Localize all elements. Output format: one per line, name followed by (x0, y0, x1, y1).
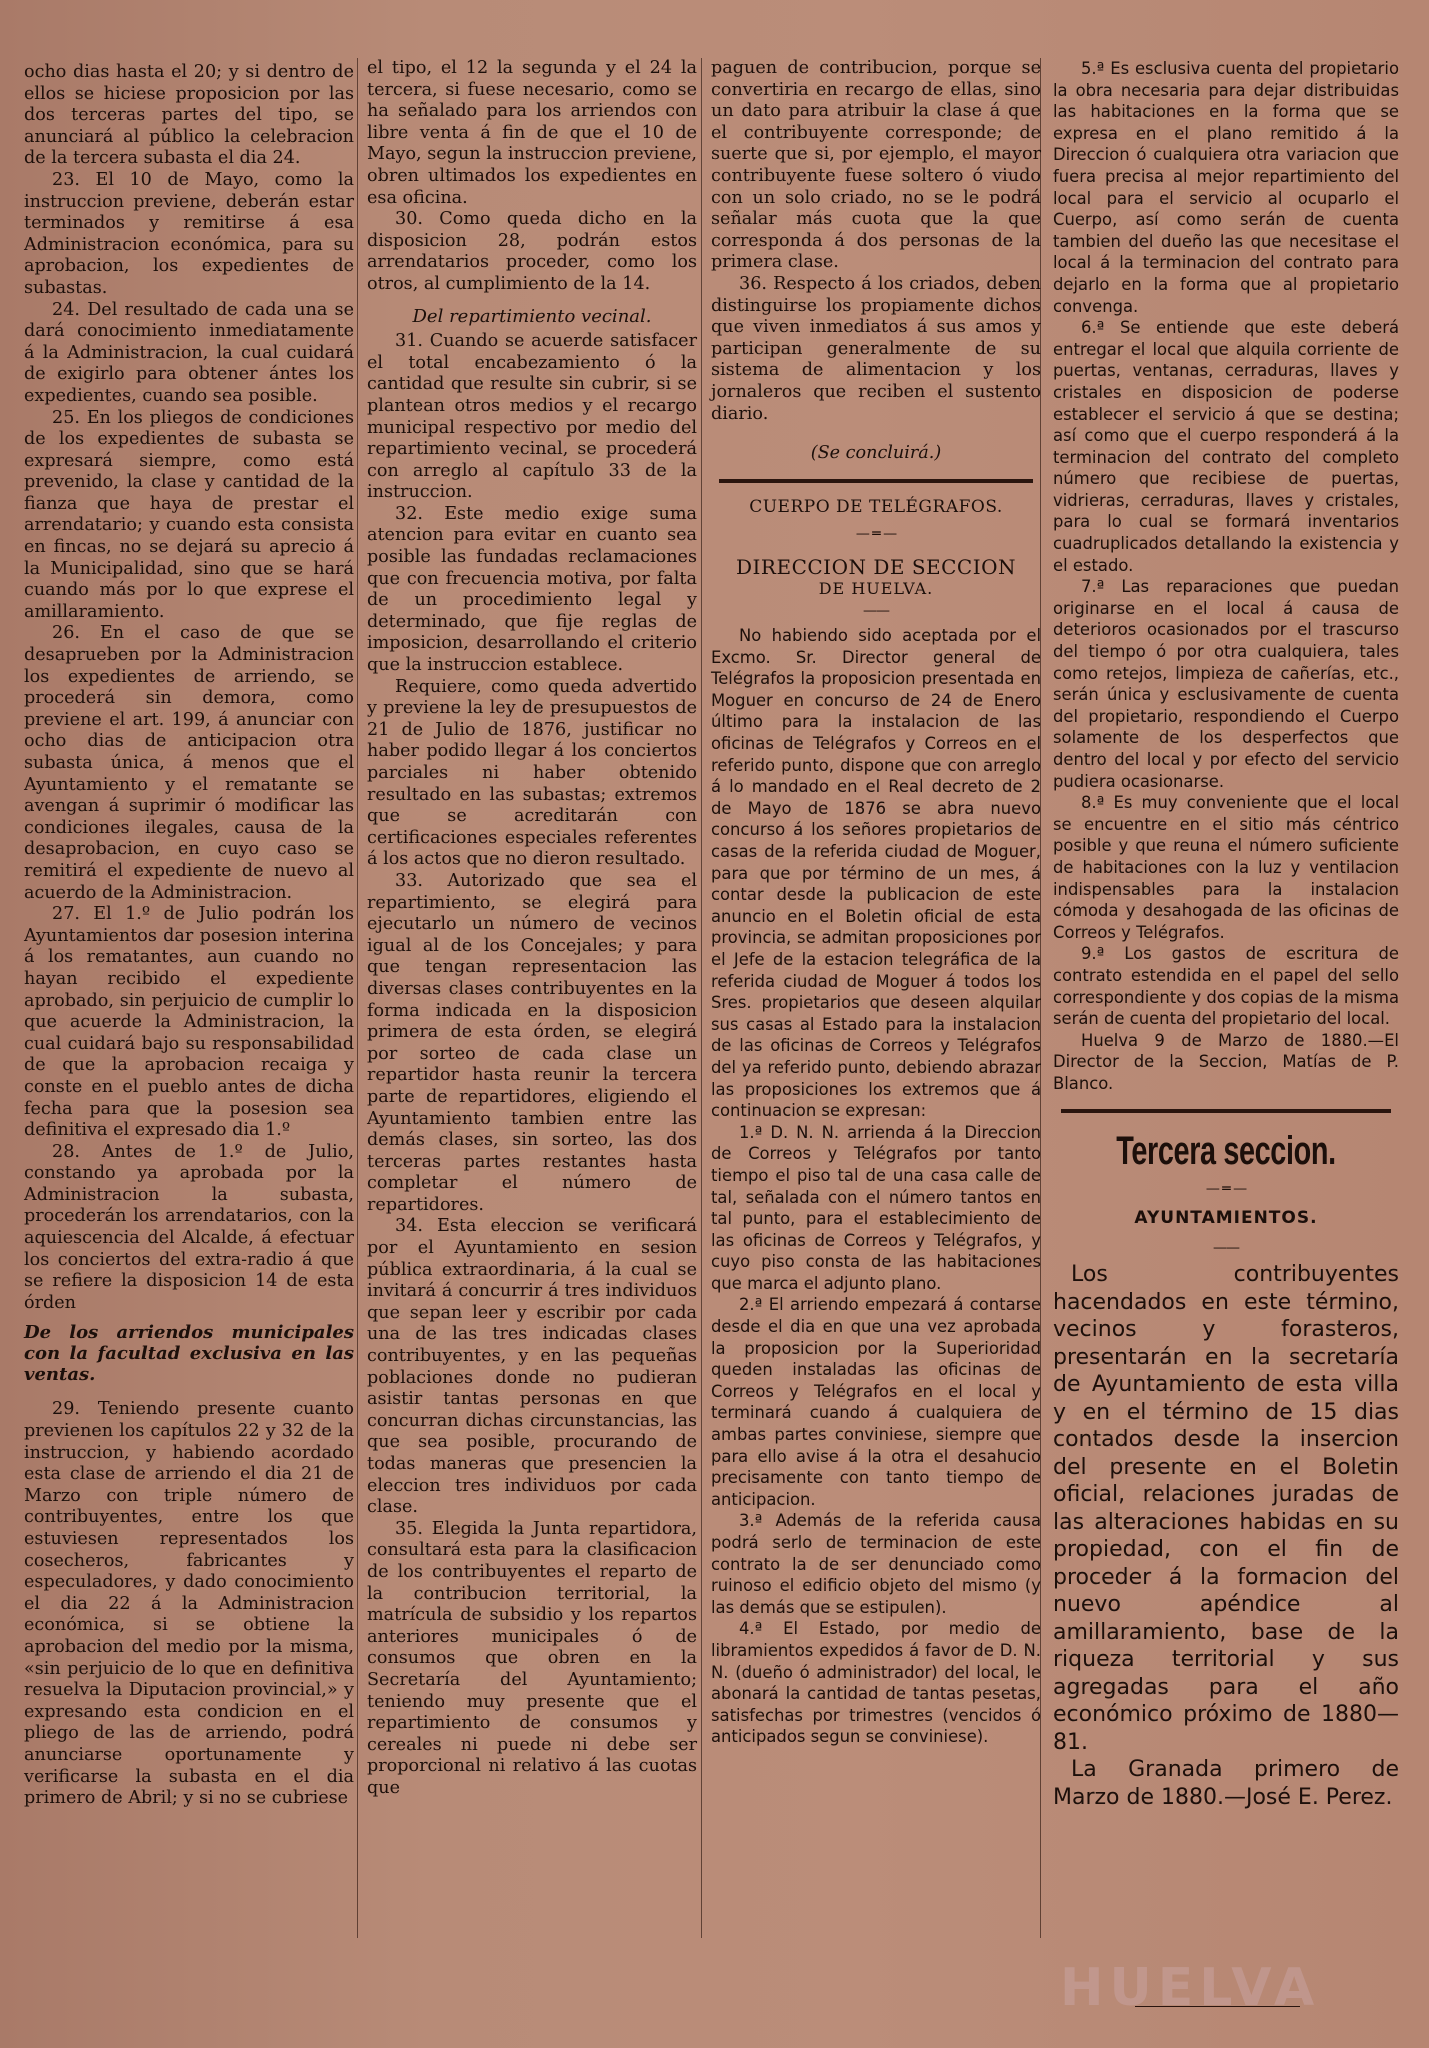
condition-item: 2.ª El arriendo empezará á contarse desde el dia en que una vez aprobada la proposicion por la Superioridad queden instaladas las oficinas de Correos y Telégrafos en el local y terminará cuando á cualquiera de ambas partes conviniese, siempre que para ello avise á la otra el desahucio precisamente con tanto tiempo de anticipacion. (711, 1295, 1041, 1509)
paragraph: 27. El 1.º de Julio podrán los Ayuntamientos dar posesion interina á los rematantes, aun cuando no hayan recibido el expediente aprobado, sin perjuicio de cumplir lo que acuerde la Administracion, la cual cuidará bajo su responsabilidad de que la aprobacion recaiga y conste en el pueblo antes de dicha fecha para que la posesion sea definitiva el expresado dia 1.º (24, 904, 354, 1141)
ornament-divider: —— (1213, 1239, 1239, 1256)
column-3 (711, 58, 1041, 1748)
office-subheading: DE HUELVA. (818, 578, 934, 598)
paragraph: 36. Respecto á los criados, deben distinguirse los propiamente dichos que viven inmediatos á sus amos y participan generalmente de su sistema de alimentacion y los jornaleros que reciben el sustento diario. (711, 273, 1041, 424)
section-divider (719, 479, 1033, 483)
ornament-divider: — ═ — (855, 526, 897, 543)
signature-line: Huelva 9 de Marzo de 1880.—El Director de la Seccion, Matías de P. Blanco. (1053, 1030, 1399, 1093)
paragraph: 25. En los pliegos de condiciones de los expedientes de subasta se expresará siempre, como está prevenido, la clase y cantidad de la fianza que haya de prestar el arrendatario; y cuando esta consista en fincas, no se dejará su aprecio á la Municipalidad, sino que se hará cuando más por lo que exprese el amillaramiento. (24, 407, 354, 622)
condition-item: 5.ª Es esclusiva cuenta del propietario la obra necesaria para dejar distribuidas las habitaciones en la forma que se expresa en el plano remitido á la Direccion ó cualquiera otra variacion que fuera precisa al mejor repartimiento del local para el servicio al ocuparlo el Cuerpo, así como serán de cuenta tambien del dueño las que necesitase el local á la terminacion del contrato para dejarlo en la forma que al propietario convenga. (1053, 59, 1399, 316)
section-heading: CUERPO DE TELÉGRAFOS. (749, 496, 1003, 517)
paragraph: Los contribuyentes hacendados en este término, vecinos y forasteros, presentarán en la secretaría de Ayuntamiento de esta villa y en el término de 15 dias contados desde la insercion del presente en el Boletin oficial, relaciones juradas de las alteraciones habidas en su propiedad, con el fin de proceder á la formacion del nuevo apéndice al amillaramiento, base de la riqueza territorial y sus agregadas para el año económico próximo de 1880—81. (1053, 1262, 1399, 1755)
section-title: Tercera seccion. (1116, 1128, 1336, 1173)
paragraph: 31. Cuando se acuerde satisfacer el total encabezamiento ó la cantidad que resulte sin cubrir, si se plantean otros medios y el recargo municipal respectivo por medio del repartimiento vecinal, se procederá con arreglo al capítulo 33 de la instruccion. (367, 331, 697, 503)
paragraph: 24. Del resultado de cada una se dará conocimiento inmediatamente á la Administracion, la cual cuidará de exigirlo para obtener ántes los expedientes, cuando sea posible. (24, 299, 354, 406)
paragraph: 33. Autorizado que sea el repartimiento, se elegirá para ejecutarlo un número de vecinos igual al de los Concejales; y para que tengan representacion las diversas clases contribuyentes en la forma indicada en la disposicion primera de esta órden, se elegirá por sorteo de cada clase un repartidor hasta reunir la tercera parte de repartidores, eligiendo el Ayuntamiento tambien entre las demás clases, sin sorteo, las dos terceras partes restantes hasta completar el número de repartidores. (367, 870, 697, 1215)
column-rule (357, 58, 358, 1938)
ornament-divider: —— (863, 603, 889, 620)
condition-item: 4.ª El Estado, por medio de libramientos expedidos á favor de D. N. N. (dueño ó administrador) del local, le abonará la cantidad de tantas pesetas, satisfechas por trimestres (vencidos ó anticipados segun se conviniese). (711, 1619, 1041, 1747)
condition-item: 8.ª Es muy conveniente que el local se encuentre en el sitio más céntrico posible y que reuna el número suficiente de habitaciones con la luz y ventilacion indispensables para la instalacion cómoda y desahogada de las oficinas de Correos y Telégrafos. (1053, 793, 1399, 942)
office-heading: DIRECCION DE SECCION (735, 554, 1017, 579)
signature-line: La Granada primero de Marzo de 1880.—José E. Perez. (1053, 1757, 1399, 1810)
paragraph: 26. En el caso de que se desaprueben por la Administracion los expedientes de arriendo, se procederá sin demora, como previene el art. 199, á anunciar con ocho dias de anticipacion otra subasta única, á menos que el Ayuntamiento y el rematante se avengan á suprimir ó modificar las condiciones ilegales, causa de la desaprobacion, en cuyo caso se remitirá el expediente de nuevo al acuerdo de la Administracion. (24, 623, 354, 903)
paragraph: 29. Teniendo presente cuanto previenen los capítulos 22 y 32 de la instruccion, y habiendo acordado esta clase de arriendo el dia 21 de Marzo con triple número de contribuyentes, entre los que estuviesen representados los cosecheros, fabricantes y especuladores, y dado conocimiento el dia 22 á la Administracion económica, si se obtiene la aprobacion del medio por la misma, «sin perjuicio de lo que en definitiva resuelva la Diputacion provincial,» y expresando esta condicion en el pliego de las de arriendo, podrá anunciarse oportunamente y verificarse la subasta en el dia primero de Abril; y si no se cubriese (24, 1399, 354, 1809)
column-2 (367, 58, 697, 1800)
column-rule (701, 58, 702, 1938)
condition-item: 1.ª D. N. N. arrienda á la Direccion de Correos y Telégrafos por tanto tiempo el piso tal de una casa calle de tal, señalada con el número tantos en tal punto, para el establecimiento de las oficinas de Correos y Telégrafos, y cuyo piso consta de las habitaciones que marca el adjunto plano. (711, 1122, 1041, 1293)
condition-item: 7.ª Las reparaciones que puedan originarse en el local á causa de deterioros ocasionados por el trascurso del tiempo ó por otra cualquiera, tales como retejos, limpieza de cañerías, etc., serán única y esclusivamente de cuenta del propietario, respondiendo el Cuerpo solamente de los desperfectos que dentro del local y por efecto del servicio pudiera ocasionarse. (1053, 577, 1399, 791)
paragraph: No habiendo sido aceptada por el Excmo. Sr. Director general de Telégrafos la proposicion presentada en Moguer en concurso de 24 de Enero último para la instalacion de las oficinas de Telégrafos y Correos en el referido punto, dispone que con arreglo á lo mandado en el Real decreto de 2 de Mayo de 1876 se abra nuevo concurso á los señores propietarios de casas de la referida ciudad de Moguer, para que por término de un mes, á contar desde la publicacion de este anuncio en el Boletin oficial de esta provincia, se admitan proposiciones por el Jefe de la estacion telegráfica de la referida ciudad de Moguer á todos los Sres. propietarios que deseen alquilar sus casas al Estado para la instalacion de las oficinas de Correos y Telégrafos del ya referido punto, debiendo abrazar las proposiciones los extremos que á continuacion se expresan: (711, 626, 1041, 1121)
paragraph: ocho dias hasta el 20; y si dentro de ellos se hiciese proposicion por las dos terceras partes del tipo, se anunciará al público la celebracion de la tercera subasta el dia 24. (24, 62, 354, 169)
paragraph: el tipo, el 12 la segunda y el 24 la tercera, si fuese necesario, como se ha señalado para los arriendos con libre venta á fin de que el 10 de Mayo, segun la instruccion previene, obren ultimados los expedientes en esa oficina. (367, 58, 697, 208)
paragraph: 30. Como queda dicho en la disposicion 28, podrán estos arrendatarios proceder, como los otros, al cumplimiento de la 14. (367, 209, 697, 294)
archive-watermark: HUELVA (1060, 1958, 1321, 2018)
column-4 (1053, 58, 1399, 1811)
condition-item: 6.ª Se entiende que este deberá entregar el local que alquila corriente de puertas, ventanas, cerraduras, llaves y cristales en disposicion de poderse establecer el servicio á que se destina; así como que el cuerpo responderá á la terminacion del contrato del completo número que recibiese de puertas, vidrieras, cerraduras, llaves y cristales, para lo cual se formará inventarios cuadruplicados detallando la existencia y el estado. (1053, 318, 1399, 575)
condition-item: 9.ª Los gastos de escritura de contrato estendida en el papel del sello correspondiente y dos copias de la misma serán de cuenta del propietario del local. (1053, 944, 1399, 1029)
paragraph: paguen de contribucion, porque se convertiria en recargo de ellas, sino un dato para atribuir la clase á que el contribuyente corresponde; de suerte que si, por ejemplo, el mayor contribuyente fuese soltero ó viudo con un solo criado, no se le podrá señalar más cuota que la que corresponda á dos personas de la primera clase. (711, 58, 1041, 273)
paragraph: Requiere, como queda advertido y previene la ley de presupuestos de 21 de Julio de 1876, justificar no haber podido llegar á los conciertos parciales ni haber obtenido resultado en las subastas; extremos que se acreditarán con certificaciones especiales referentes á los actos que no dieron resultado. (367, 676, 697, 870)
condition-item: 3.ª Además de la referida causa podrá serlo de terminacion de este contrato la de ser denunciado como ruinoso el edificio objeto del mismo (y las demás que se estipulen). (711, 1511, 1041, 1617)
section-subheading: De los arriendos municipales con la facultad exclusiva en las ventas. (24, 1322, 354, 1386)
ornament-divider: — ═ — (1205, 1180, 1247, 1197)
section-subheading: Del repartimiento vecinal. (412, 305, 652, 327)
continued-note: (Se concluirá.) (810, 443, 942, 464)
column-1 (24, 62, 354, 1810)
section-divider (1061, 1109, 1391, 1113)
section-heading: AYUNTAMIENTOS. (1134, 1208, 1318, 1229)
paragraph: 35. Elegida la Junta repartidora, consultará esta para la clasificacion de los contribuyentes el reparto de la contribucion territorial, la matrícula de subsidio y los repartos anteriores municipales ó de consumos que obren en la Secretaría del Ayuntamiento; teniendo muy presente que el repartimiento de consumos y cereales ni puede ni debe ser proporcional ni relativo á las cuotas que (367, 1518, 697, 1798)
paragraph: 23. El 10 de Mayo, como la instruccion previene, deberán estar terminados y remitirse á esa Administracion económica, para su aprobacion, los expedientes de subastas. (24, 169, 354, 298)
paragraph: 28. Antes de 1.º de Julio, constando ya aprobada por la Administracion la subasta, procederán los arrendatarios, con la aquiescencia del Alcalde, á efectuar los conciertos del extra-radio á que se refiere la disposicion 14 de esta órden (24, 1141, 354, 1313)
paragraph: 34. Esta eleccion se verificará por el Ayuntamiento en sesion pública extraordinaria, á la cual se invitará á concurrir á tres individuos que sepan leer y escribir por cada una de las tres indicadas clases contribuyentes, y en las pequeñas poblaciones donde no pudieran asistir tantas personas en que concurran dichas circunstancias, las que sea posible, procurando de todas maneras que presencien la eleccion tres individuos por cada clase. (367, 1216, 697, 1518)
paragraph: 32. Este medio exige suma atencion para evitar en cuanto sea posible las fundadas reclamaciones que con frecuencia motiva, por falta de un procedimiento legal y determinado, que fije reglas de imposicion, desarrollando el criterio que la instruccion establece. (367, 503, 697, 676)
